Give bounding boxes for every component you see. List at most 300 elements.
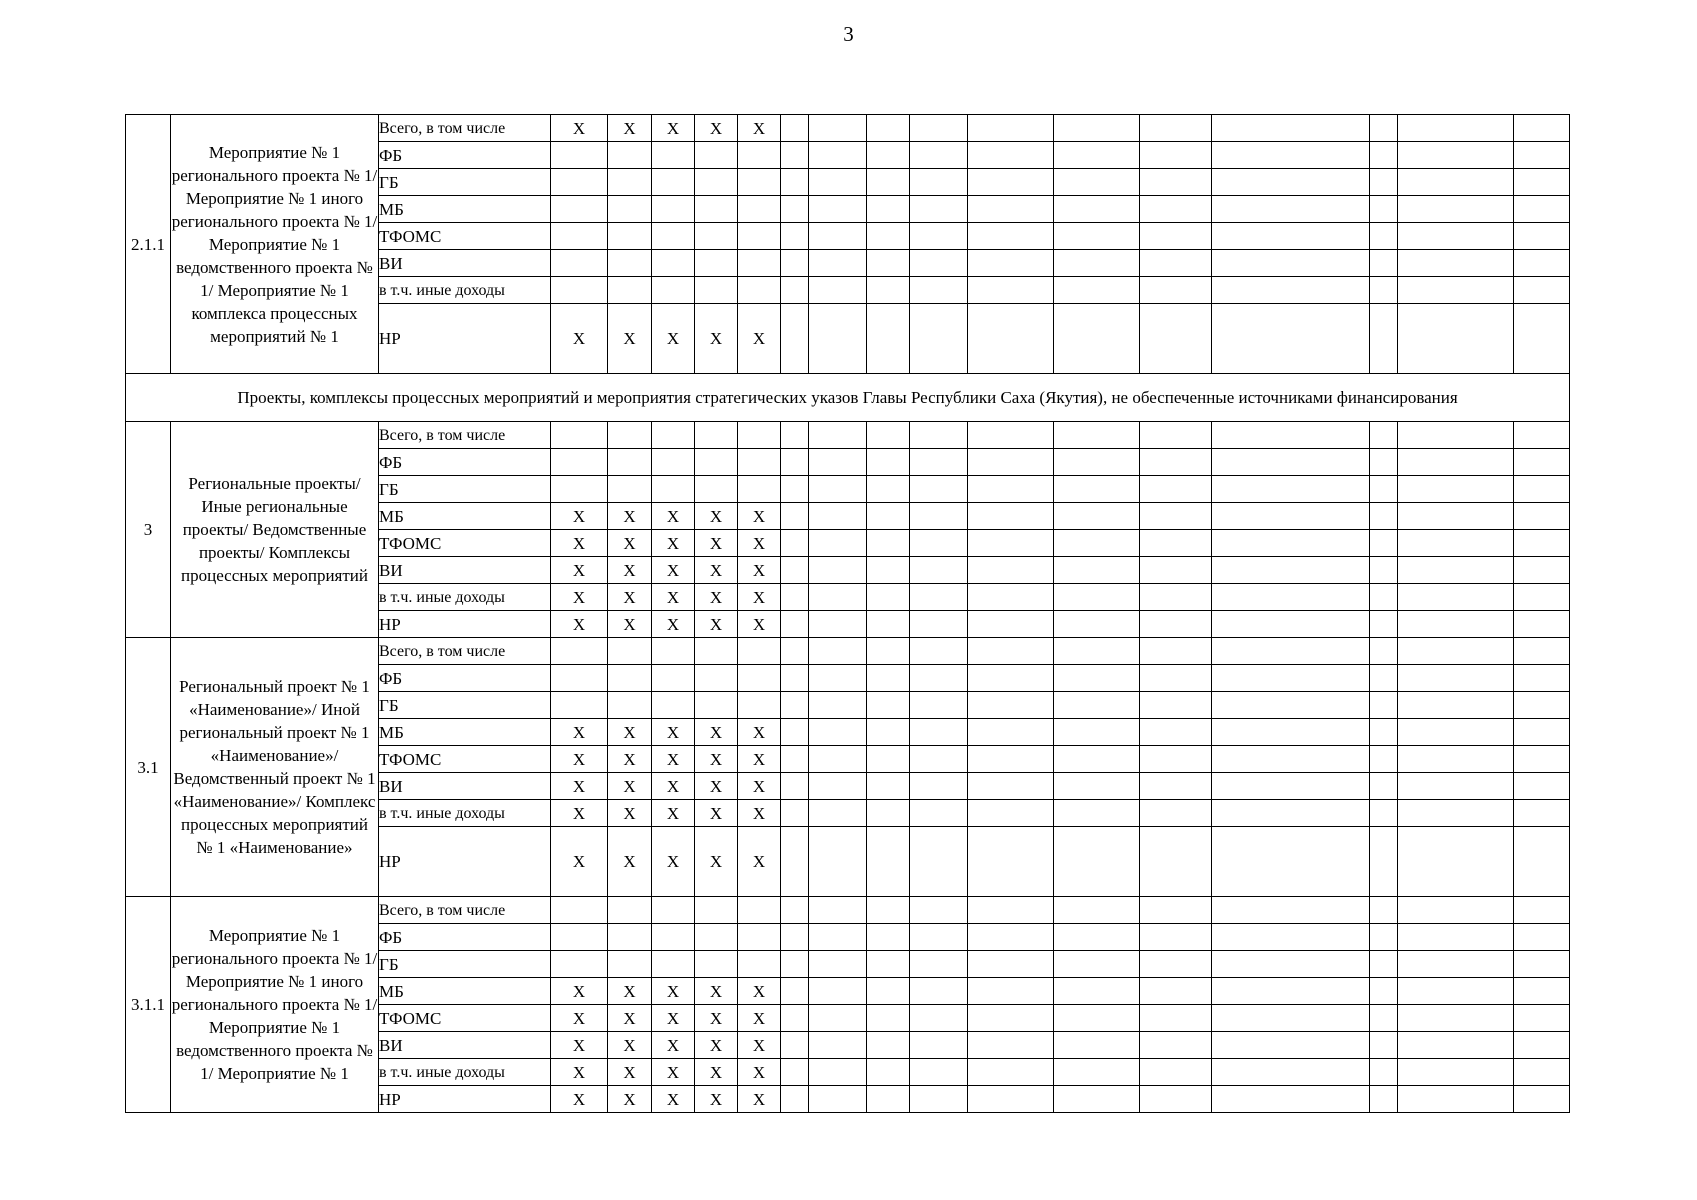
empty-cell [1370, 115, 1398, 142]
empty-cell [1212, 692, 1370, 719]
empty-cell [809, 1032, 867, 1059]
empty-cell [1514, 142, 1570, 169]
empty-cell [968, 773, 1054, 800]
empty-cell [781, 773, 809, 800]
empty-cell [1054, 503, 1140, 530]
empty-cell [1370, 584, 1398, 611]
empty-cell [781, 827, 809, 897]
value-cell: Х [652, 1059, 695, 1086]
funding-source: ТФОМС [379, 1005, 551, 1032]
empty-cell [910, 196, 968, 223]
value-cell [608, 196, 652, 223]
empty-cell [1514, 169, 1570, 196]
empty-cell [809, 800, 867, 827]
empty-cell [910, 800, 968, 827]
value-cell [738, 924, 781, 951]
funding-source: ВИ [379, 250, 551, 277]
empty-cell [867, 584, 910, 611]
value-cell: Х [551, 773, 608, 800]
block-3-1 [126, 638, 1570, 897]
value-cell: Х [738, 773, 781, 800]
empty-cell [910, 557, 968, 584]
empty-cell [1398, 924, 1514, 951]
empty-cell [1212, 924, 1370, 951]
empty-cell [1212, 223, 1370, 250]
value-cell [551, 692, 608, 719]
empty-cell [1398, 250, 1514, 277]
empty-cell [809, 557, 867, 584]
empty-cell [1140, 1059, 1212, 1086]
block-2-1-1 [126, 115, 1570, 374]
value-cell: Х [652, 978, 695, 1005]
row-number: 3.1.1 [126, 897, 171, 1113]
empty-cell [1212, 476, 1370, 503]
value-cell [551, 223, 608, 250]
empty-cell [809, 223, 867, 250]
empty-cell [781, 665, 809, 692]
value-cell: Х [608, 115, 652, 142]
empty-cell [1054, 277, 1140, 304]
empty-cell [867, 196, 910, 223]
empty-cell [968, 746, 1054, 773]
value-cell: Х [695, 557, 738, 584]
empty-cell [867, 897, 910, 924]
value-cell [652, 951, 695, 978]
event-name: Мероприятие № 1 регионального проекта № 1/ Мероприятие № 1 иного регионального проекта № 1/ Мероприятие № 1 ведомственного проекта № 1/ Мероприятие № 1 комплекса процессных мероприятий № 1 [171, 115, 379, 374]
row-number: 3 [126, 422, 171, 638]
value-cell [608, 897, 652, 924]
empty-cell [910, 169, 968, 196]
empty-cell [867, 142, 910, 169]
funding-source: ВИ [379, 557, 551, 584]
value-cell: Х [695, 800, 738, 827]
empty-cell [1140, 692, 1212, 719]
empty-cell [910, 115, 968, 142]
value-cell [608, 142, 652, 169]
value-cell [695, 277, 738, 304]
empty-cell [1212, 719, 1370, 746]
value-cell [695, 665, 738, 692]
empty-cell [1370, 1005, 1398, 1032]
empty-cell [1398, 503, 1514, 530]
value-cell: Х [551, 1086, 608, 1113]
empty-cell [1514, 557, 1570, 584]
value-cell: Х [551, 530, 608, 557]
empty-cell [809, 503, 867, 530]
empty-cell [1212, 665, 1370, 692]
value-cell: Х [695, 1032, 738, 1059]
empty-cell [809, 827, 867, 897]
empty-cell [1398, 1086, 1514, 1113]
value-cell [738, 250, 781, 277]
empty-cell [968, 422, 1054, 449]
empty-cell [1370, 277, 1398, 304]
table-row [126, 638, 1570, 665]
value-cell [608, 638, 652, 665]
value-cell: Х [652, 611, 695, 638]
empty-cell [1212, 115, 1370, 142]
empty-cell [1212, 250, 1370, 277]
empty-cell [809, 169, 867, 196]
empty-cell [867, 827, 910, 897]
empty-cell [1370, 638, 1398, 665]
empty-cell [910, 1005, 968, 1032]
value-cell [608, 924, 652, 951]
value-cell [738, 142, 781, 169]
block-3-1-1 [126, 897, 1570, 1113]
value-cell: Х [551, 1059, 608, 1086]
empty-cell [867, 1086, 910, 1113]
value-cell [551, 665, 608, 692]
empty-cell [809, 304, 867, 374]
empty-cell [1212, 746, 1370, 773]
empty-cell [1140, 800, 1212, 827]
empty-cell [1370, 951, 1398, 978]
empty-cell [1398, 773, 1514, 800]
value-cell: Х [551, 611, 608, 638]
empty-cell [1398, 476, 1514, 503]
value-cell: Х [608, 746, 652, 773]
empty-cell [1054, 611, 1140, 638]
empty-cell [867, 924, 910, 951]
empty-cell [1140, 746, 1212, 773]
section-row-group [126, 374, 1570, 422]
value-cell [551, 638, 608, 665]
funding-source: НР [379, 1086, 551, 1113]
empty-cell [867, 277, 910, 304]
value-cell: Х [652, 1086, 695, 1113]
empty-cell [1212, 951, 1370, 978]
empty-cell [910, 422, 968, 449]
empty-cell [867, 665, 910, 692]
empty-cell [1054, 476, 1140, 503]
empty-cell [1514, 250, 1570, 277]
funding-source: МБ [379, 978, 551, 1005]
empty-cell [781, 169, 809, 196]
empty-cell [1212, 584, 1370, 611]
empty-cell [1514, 951, 1570, 978]
empty-cell [1140, 304, 1212, 374]
value-cell: Х [695, 827, 738, 897]
value-cell [652, 169, 695, 196]
value-cell: Х [608, 557, 652, 584]
empty-cell [910, 827, 968, 897]
value-cell [551, 924, 608, 951]
value-cell [608, 951, 652, 978]
value-cell: Х [652, 827, 695, 897]
empty-cell [968, 897, 1054, 924]
value-cell [695, 250, 738, 277]
value-cell [608, 169, 652, 196]
empty-cell [1212, 773, 1370, 800]
empty-cell [910, 951, 968, 978]
empty-cell [1398, 1059, 1514, 1086]
empty-cell [1140, 476, 1212, 503]
empty-cell [809, 1086, 867, 1113]
empty-cell [1212, 557, 1370, 584]
value-cell: Х [652, 719, 695, 746]
funding-source: ФБ [379, 924, 551, 951]
empty-cell [968, 142, 1054, 169]
empty-cell [910, 1086, 968, 1113]
empty-cell [968, 951, 1054, 978]
empty-cell [1140, 1032, 1212, 1059]
empty-cell [910, 897, 968, 924]
funding-source: ФБ [379, 665, 551, 692]
empty-cell [1140, 196, 1212, 223]
empty-cell [1140, 951, 1212, 978]
empty-cell [781, 1086, 809, 1113]
empty-cell [968, 638, 1054, 665]
empty-cell [781, 277, 809, 304]
empty-cell [910, 503, 968, 530]
empty-cell [910, 1032, 968, 1059]
value-cell [652, 277, 695, 304]
empty-cell [1398, 951, 1514, 978]
empty-cell [1212, 196, 1370, 223]
empty-cell [968, 449, 1054, 476]
empty-cell [1212, 1032, 1370, 1059]
value-cell [695, 449, 738, 476]
empty-cell [1398, 422, 1514, 449]
empty-cell [1514, 773, 1570, 800]
funding-source: Всего, в том числе [379, 897, 551, 924]
empty-cell [910, 978, 968, 1005]
empty-cell [1212, 422, 1370, 449]
empty-cell [1140, 827, 1212, 897]
empty-cell [1370, 557, 1398, 584]
funding-source: в т.ч. иные доходы [379, 800, 551, 827]
empty-cell [968, 1059, 1054, 1086]
value-cell: Х [551, 746, 608, 773]
empty-cell [809, 115, 867, 142]
value-cell: Х [738, 304, 781, 374]
empty-cell [910, 1059, 968, 1086]
empty-cell [809, 277, 867, 304]
empty-cell [1370, 773, 1398, 800]
value-cell: Х [695, 304, 738, 374]
empty-cell [1398, 530, 1514, 557]
empty-cell [1054, 827, 1140, 897]
empty-cell [910, 665, 968, 692]
empty-cell [968, 557, 1054, 584]
empty-cell [1140, 250, 1212, 277]
empty-cell [1370, 449, 1398, 476]
empty-cell [968, 169, 1054, 196]
empty-cell [1398, 692, 1514, 719]
empty-cell [1370, 719, 1398, 746]
funding-source: ТФОМС [379, 223, 551, 250]
value-cell [695, 897, 738, 924]
funding-source: НР [379, 304, 551, 374]
empty-cell [1054, 304, 1140, 374]
empty-cell [1514, 692, 1570, 719]
value-cell [695, 638, 738, 665]
empty-cell [1398, 169, 1514, 196]
value-cell: Х [738, 978, 781, 1005]
empty-cell [781, 1059, 809, 1086]
empty-cell [1054, 924, 1140, 951]
value-cell [608, 422, 652, 449]
row-number: 3.1 [126, 638, 171, 897]
empty-cell [1140, 503, 1212, 530]
empty-cell [910, 277, 968, 304]
value-cell [551, 277, 608, 304]
empty-cell [1514, 223, 1570, 250]
value-cell: Х [551, 584, 608, 611]
empty-cell [1212, 611, 1370, 638]
empty-cell [781, 196, 809, 223]
empty-cell [781, 746, 809, 773]
empty-cell [1514, 897, 1570, 924]
empty-cell [1140, 223, 1212, 250]
empty-cell [1054, 692, 1140, 719]
empty-cell [809, 978, 867, 1005]
value-cell [652, 665, 695, 692]
value-cell: Х [551, 978, 608, 1005]
empty-cell [968, 800, 1054, 827]
empty-cell [968, 115, 1054, 142]
empty-cell [867, 115, 910, 142]
value-cell: Х [652, 800, 695, 827]
empty-cell [968, 277, 1054, 304]
empty-cell [1212, 530, 1370, 557]
value-cell [608, 476, 652, 503]
empty-cell [809, 1005, 867, 1032]
value-cell [608, 223, 652, 250]
value-cell: Х [652, 1005, 695, 1032]
empty-cell [1140, 665, 1212, 692]
empty-cell [1370, 1086, 1398, 1113]
empty-cell [910, 142, 968, 169]
empty-cell [781, 1032, 809, 1059]
value-cell: Х [695, 611, 738, 638]
empty-cell [910, 611, 968, 638]
empty-cell [1054, 1032, 1140, 1059]
value-cell: Х [695, 746, 738, 773]
empty-cell [809, 924, 867, 951]
empty-cell [1514, 476, 1570, 503]
value-cell: Х [738, 115, 781, 142]
empty-cell [1140, 978, 1212, 1005]
empty-cell [1140, 1086, 1212, 1113]
empty-cell [1398, 277, 1514, 304]
empty-cell [968, 530, 1054, 557]
empty-cell [1054, 800, 1140, 827]
empty-cell [1140, 719, 1212, 746]
funding-source: МБ [379, 503, 551, 530]
value-cell: Х [608, 1032, 652, 1059]
empty-cell [809, 530, 867, 557]
empty-cell [1514, 503, 1570, 530]
block-3 [126, 422, 1570, 638]
empty-cell [968, 476, 1054, 503]
empty-cell [1514, 746, 1570, 773]
empty-cell [781, 692, 809, 719]
value-cell: Х [551, 557, 608, 584]
value-cell [738, 422, 781, 449]
empty-cell [1140, 530, 1212, 557]
empty-cell [809, 746, 867, 773]
table-row [126, 422, 1570, 449]
empty-cell [910, 304, 968, 374]
empty-cell [867, 978, 910, 1005]
value-cell: Х [608, 611, 652, 638]
value-cell [695, 924, 738, 951]
empty-cell [1054, 897, 1140, 924]
empty-cell [781, 557, 809, 584]
empty-cell [1514, 719, 1570, 746]
value-cell: Х [695, 773, 738, 800]
value-cell: Х [608, 719, 652, 746]
financing-table [125, 114, 1570, 1113]
value-cell: Х [608, 800, 652, 827]
funding-source: ФБ [379, 142, 551, 169]
empty-cell [910, 449, 968, 476]
empty-cell [1054, 665, 1140, 692]
empty-cell [1398, 897, 1514, 924]
empty-cell [1054, 530, 1140, 557]
funding-source: ГБ [379, 692, 551, 719]
empty-cell [1212, 449, 1370, 476]
value-cell: Х [551, 719, 608, 746]
empty-cell [1398, 746, 1514, 773]
value-cell [551, 169, 608, 196]
empty-cell [1514, 304, 1570, 374]
empty-cell [781, 638, 809, 665]
empty-cell [1212, 142, 1370, 169]
value-cell: Х [695, 719, 738, 746]
empty-cell [781, 503, 809, 530]
empty-cell [867, 638, 910, 665]
value-cell [652, 692, 695, 719]
empty-cell [1212, 978, 1370, 1005]
value-cell: Х [738, 530, 781, 557]
empty-cell [867, 223, 910, 250]
empty-cell [867, 746, 910, 773]
value-cell: Х [608, 827, 652, 897]
empty-cell [910, 719, 968, 746]
value-cell: Х [608, 978, 652, 1005]
funding-source: ГБ [379, 169, 551, 196]
funding-source: Всего, в том числе [379, 422, 551, 449]
empty-cell [867, 304, 910, 374]
empty-cell [1140, 169, 1212, 196]
empty-cell [968, 827, 1054, 897]
empty-cell [1054, 422, 1140, 449]
empty-cell [1212, 897, 1370, 924]
empty-cell [1212, 1005, 1370, 1032]
empty-cell [1514, 1059, 1570, 1086]
value-cell: Х [738, 503, 781, 530]
value-cell [608, 277, 652, 304]
empty-cell [968, 1005, 1054, 1032]
value-cell: Х [695, 1059, 738, 1086]
page-number: 3 [843, 22, 854, 46]
empty-cell [1370, 476, 1398, 503]
empty-cell [910, 476, 968, 503]
empty-cell [1212, 1086, 1370, 1113]
value-cell: Х [738, 1086, 781, 1113]
empty-cell [910, 530, 968, 557]
empty-cell [968, 719, 1054, 746]
empty-cell [910, 584, 968, 611]
empty-cell [1140, 897, 1212, 924]
empty-cell [1514, 1032, 1570, 1059]
value-cell: Х [695, 115, 738, 142]
empty-cell [1370, 422, 1398, 449]
value-cell: Х [695, 503, 738, 530]
